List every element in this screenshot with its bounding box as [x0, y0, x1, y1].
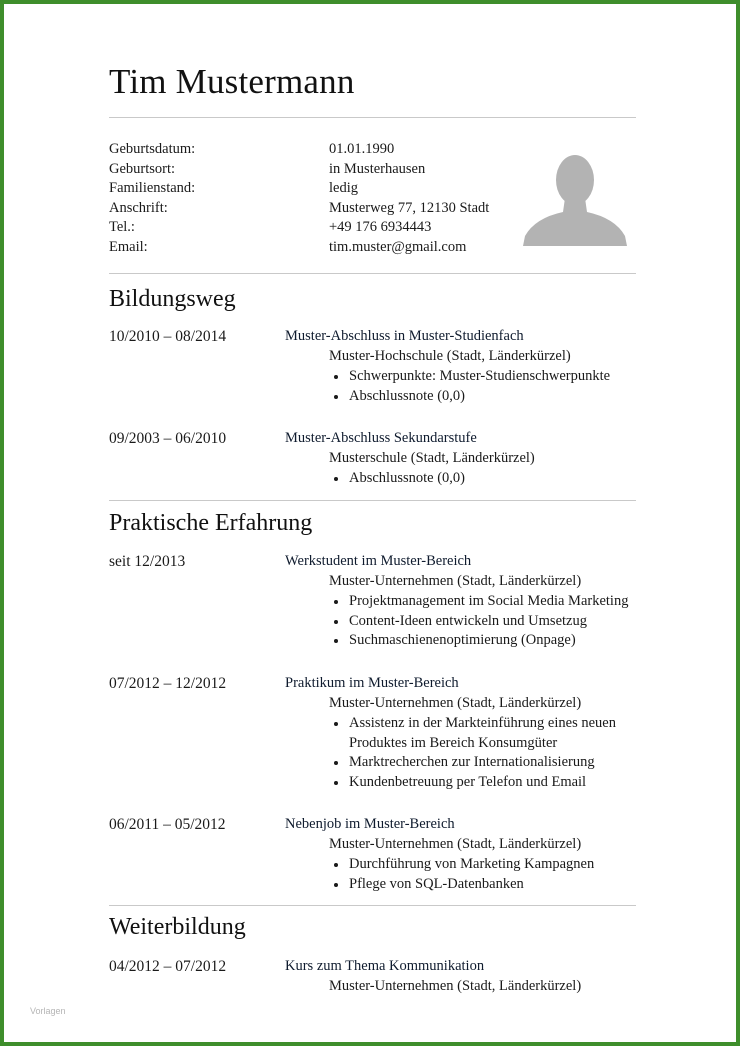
info-row-birthdate	[109, 140, 509, 160]
divider	[109, 500, 636, 501]
person-silhouette-icon	[515, 140, 635, 250]
section-title-education: Bildungsweg	[109, 286, 236, 312]
entry-date: 07/2012 – 12/2012	[109, 675, 227, 692]
info-label: Geburtsdatum:	[109, 141, 196, 157]
info-value: 01.01.1990	[329, 141, 395, 157]
entry-institution: Musterschule (Stadt, Länderkürzel)	[329, 450, 535, 466]
entry-date: seit 12/2013	[109, 553, 186, 570]
personal-info	[109, 140, 509, 257]
entry-title: Kurs zum Thema Kommunikation	[285, 958, 485, 974]
info-value: Musterweg 77, 12130 Stadt	[329, 199, 490, 216]
entry-company: Muster-Unternehmen (Stadt, Länderkürzel)	[329, 573, 582, 589]
info-label: Email:	[109, 238, 148, 255]
info-label: Tel.:	[109, 219, 135, 235]
list-item: Pflege von SQL-Datenbanken	[329, 875, 629, 895]
divider	[109, 117, 636, 118]
list-item: Schwerpunkte: Muster-Studienschwerpunkte	[329, 367, 629, 387]
list-item: Suchmaschienenoptimierung (Onpage)	[329, 631, 629, 651]
info-row-birthplace	[109, 160, 509, 180]
list-item: Projektmanagement im Social Media Marketing	[329, 592, 629, 612]
entry-company: Muster-Unternehmen (Stadt, Länderkürzel)	[329, 695, 582, 711]
section-title-experience: Praktische Erfahrung	[109, 510, 313, 536]
entry-bullet-list	[329, 855, 629, 894]
list-item: Abschlussnote (0,0)	[329, 387, 629, 407]
cv-name: Tim Mustermann	[109, 62, 355, 101]
watermark: Vorlagen	[30, 1006, 66, 1016]
divider	[109, 273, 636, 274]
entry-title: Muster-Abschluss in Muster-Studienfach	[285, 328, 524, 344]
list-item: Durchführung von Marketing Kampagnen	[329, 855, 629, 875]
entry-bullet-list	[329, 592, 629, 651]
list-item: Marktrecherchen zur Internationalisierung	[329, 753, 629, 773]
list-item: Content-Ideen entwickeln und Umsetzug	[329, 612, 629, 632]
entry-bullet-list	[329, 714, 629, 792]
entry-title: Werkstudent im Muster-Bereich	[285, 553, 472, 569]
list-item: Kundenbetreuung per Telefon und Email	[329, 773, 629, 793]
info-row-email	[109, 238, 509, 258]
entry-institution: Muster-Hochschule (Stadt, Länderkürzel)	[329, 348, 571, 364]
profile-photo-placeholder	[515, 140, 635, 250]
list-item: Abschlussnote (0,0)	[329, 469, 629, 489]
entry-company: Muster-Unternehmen (Stadt, Länderkürzel)	[329, 978, 582, 994]
entry-bullet-list	[329, 367, 629, 406]
entry-bullet-list	[329, 469, 629, 489]
entry-date: 09/2003 – 06/2010	[109, 430, 227, 447]
entry-date: 10/2010 – 08/2014	[109, 328, 227, 345]
info-value: tim.muster@gmail.com	[329, 238, 467, 255]
info-row-phone	[109, 218, 509, 238]
entry-date: 06/2011 – 05/2012	[109, 816, 226, 833]
info-value: ledig	[329, 180, 358, 196]
entry-date: 04/2012 – 07/2012	[109, 958, 227, 975]
info-label: Anschrift:	[109, 199, 168, 216]
info-label: Geburtsort:	[109, 160, 176, 177]
section-title-further-training: Weiterbildung	[109, 914, 246, 940]
entry-title: Nebenjob im Muster-Bereich	[285, 816, 455, 832]
info-row-address	[109, 199, 509, 219]
info-value: in Musterhausen	[329, 160, 426, 177]
list-item: Assistenz in der Markteinführung eines neuen Produktes im Bereich Konsumgüter	[329, 714, 629, 753]
info-label: Familienstand:	[109, 180, 196, 196]
info-value: +49 176 6934443	[329, 219, 432, 235]
info-row-marital-status	[109, 179, 509, 199]
divider	[109, 905, 636, 906]
entry-title: Praktikum im Muster-Bereich	[285, 675, 459, 691]
entry-title: Muster-Abschluss Sekundarstufe	[285, 430, 477, 446]
entry-company: Muster-Unternehmen (Stadt, Länderkürzel)	[329, 836, 582, 852]
